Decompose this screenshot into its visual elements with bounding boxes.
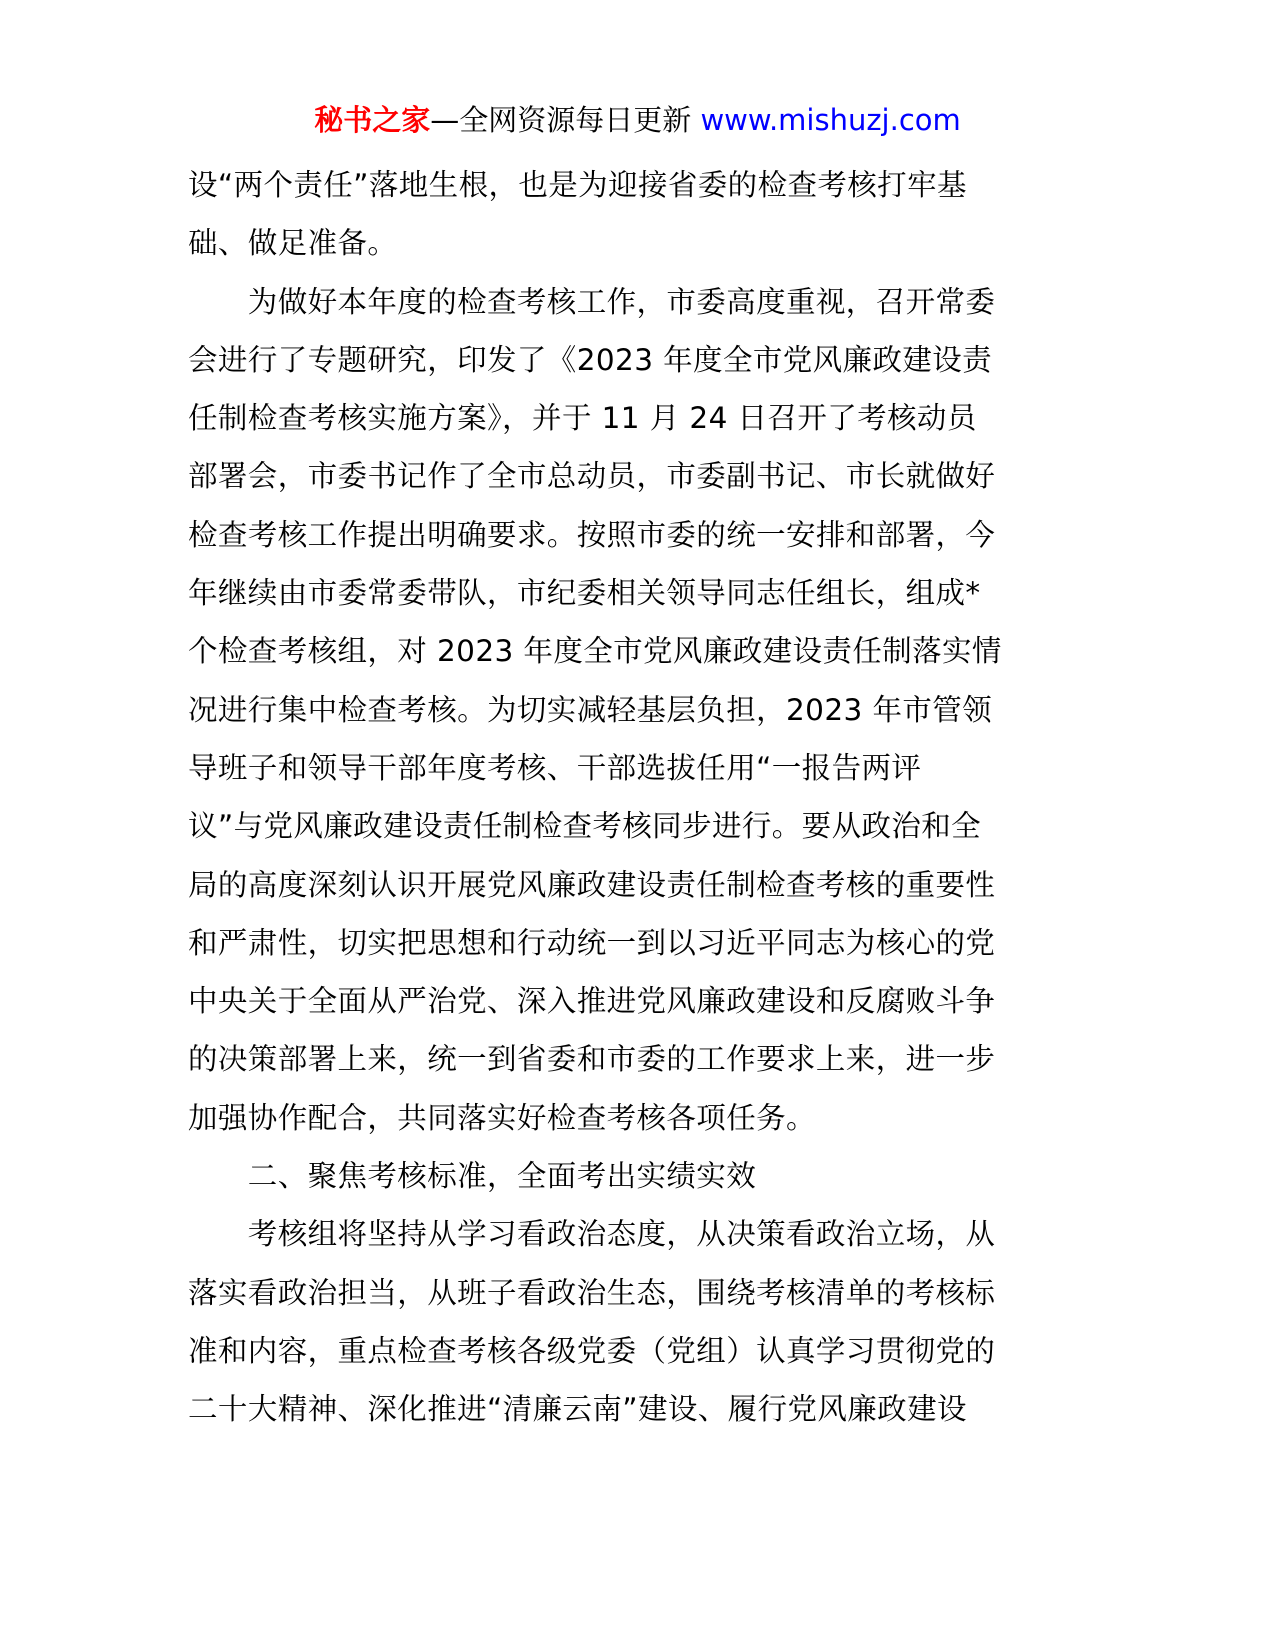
text-line: 部署会，市委书记作了全市总动员，市委副书记、市长就做好 xyxy=(188,459,996,494)
text-line: 会进行了专题研究，印发了《2023 年度全市党风廉政建设责 xyxy=(188,342,993,377)
text-line: 局的高度深刻认识开展党风廉政建设责任制检查考核的重要性 xyxy=(188,867,996,902)
text-line: 任制检查考核实施方案》，并于 11 月 24 日召开了考核动员 xyxy=(188,401,977,436)
text-line: 落实看政治担当，从班子看政治生态，围绕考核清单的考核标 xyxy=(188,1275,996,1310)
brand-name: 秘书之家 xyxy=(314,103,431,137)
section-heading: 二、聚焦考核标准，全面考出实绩实效 xyxy=(188,1159,757,1194)
text-line: 二十大精神、深化推进“清廉云南”建设、履行党风廉政建设 xyxy=(188,1392,967,1427)
site-header xyxy=(0,98,1275,142)
text-line: 设“两个责任”落地生根，也是为迎接省委的检查考核打牢基 xyxy=(188,168,967,202)
text-line: 中央关于全面从严治党、深入推进党风廉政建设和反腐败斗争 xyxy=(188,984,996,1019)
text-line: 的决策部署上来，统一到省委和市委的工作要求上来，进一步 xyxy=(188,1042,996,1077)
text-line: 检查考核工作提出明确要求。按照市委的统一安排和部署，今 xyxy=(188,517,996,552)
text-line: 况进行集中检查考核。为切实减轻基层负担，2023 年市管领 xyxy=(188,692,993,727)
paragraph-start-line: 为做好本年度的检查考核工作，市委高度重视，召开常委 xyxy=(188,284,996,319)
header-tagline: —全网资源每日更新 xyxy=(430,103,701,137)
text-line: 议”与党风廉政建设责任制检查考核同步进行。要从政治和全 xyxy=(188,809,982,844)
paragraph-start-line: 考核组将坚持从学习看政治态度，从决策看政治立场，从 xyxy=(188,1217,996,1252)
text-line: 和严肃性，切实把思想和行动统一到以习近平同志为核心的党 xyxy=(188,925,996,960)
text-line: 础、做足准备。 xyxy=(188,226,398,261)
document-body xyxy=(188,156,1088,1439)
text-line: 个检查考核组，对 2023 年度全市党风廉政建设责任制落实情 xyxy=(188,634,1002,669)
text-line: 年继续由市委常委带队，市纪委相关领导同志任组长，组成* xyxy=(188,576,981,611)
text-line: 导班子和领导干部年度考核、干部选拔任用“一报告两评 xyxy=(188,750,922,785)
text-line: 准和内容，重点检查考核各级党委（党组）认真学习贯彻党的 xyxy=(188,1333,996,1368)
text-line: 加强协作配合，共同落实好检查考核各项任务。 xyxy=(188,1100,816,1135)
site-url-link[interactable]: www.mishuzj.com xyxy=(700,103,961,137)
